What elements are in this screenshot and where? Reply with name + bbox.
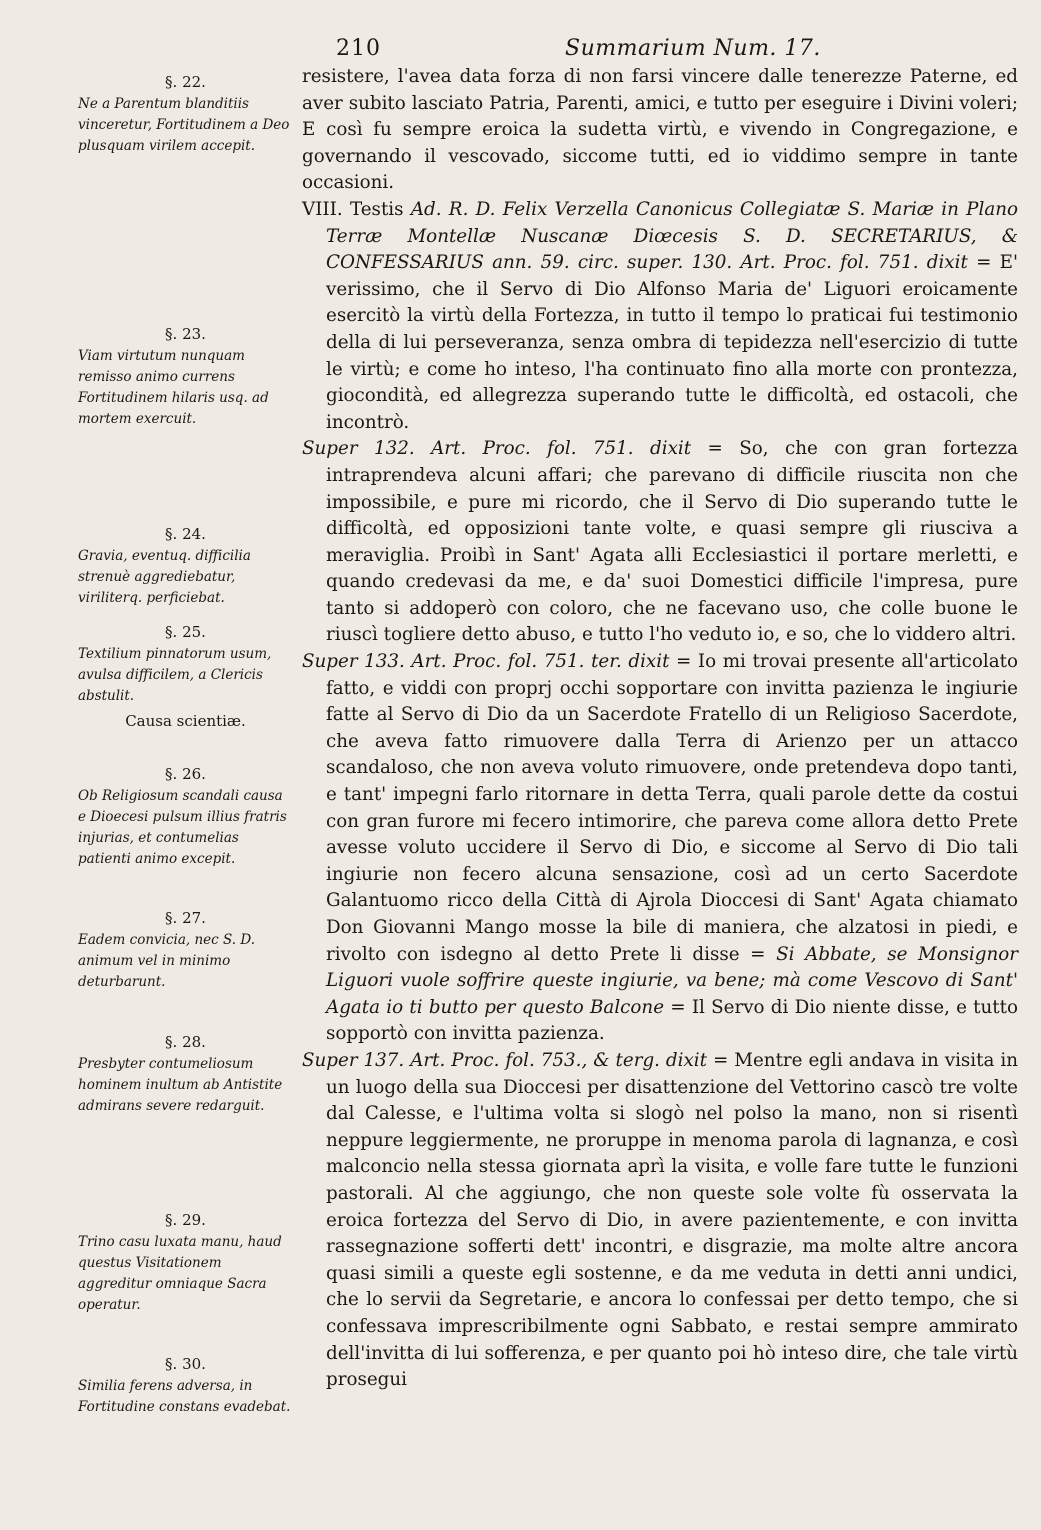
margin-note <box>78 1352 293 1418</box>
margin-note-section: §. 23. <box>165 325 206 343</box>
margin-note-text: Eadem convicia, nec S. D. animum vel in minimo deturbarunt. <box>78 932 255 990</box>
margin-note-text: Presbyter contumeliosum hominem inultum ab Antistite admirans severe redarguit. <box>78 1056 283 1114</box>
paragraph-testis-viii <box>302 197 1018 436</box>
margin-note <box>78 1030 293 1117</box>
margin-note-section: §. 22. <box>165 73 206 91</box>
margin-note <box>78 322 293 430</box>
paragraph-text: = So, che con gran fortezza intraprendeva alcuni affari; che parevano di difficile riuscita non che impossibile, e pure mi ricordo, che il Servo di Dio superando tutte le difficoltà, ed opposizioni tante volte, e quasi sempre gli riusciva a meraviglia. Proibì in Sant' Agata alli Ecclesiastici il portare merletti, e quando credevasi da me, e da' suoi Domestici difficile l'impresa, pure tanto si addoperò con coloro, che ne facevano uso, che colle buone le riuscì togliere detto abuso, e tutto l'ho veduto io, e so, che lo viddero altri. <box>326 438 1018 646</box>
margin-note <box>78 762 293 870</box>
margin-note-section: §. 27. <box>165 909 206 927</box>
main-text <box>302 64 1018 1394</box>
margin-note <box>78 620 293 707</box>
margin-note-section: §. 28. <box>165 1033 206 1051</box>
margin-note-section: §. 26. <box>165 765 206 783</box>
margin-note-text: Gravia, eventuq. difficilia strenuè aggrediebatur, viriliterq. perficiebat. <box>78 548 251 606</box>
margin-note-text: Ob Religiosum scandali causa e Dioecesi pulsum illius fratris injurias, et contumelias patienti animo excepit. <box>78 788 287 867</box>
article-reference: Super 137. Art. Proc. fol. 753., & terg. dixit <box>302 1049 707 1071</box>
quoted-speech: Si Abbate, se Monsignor Liguori vuole soffrire queste ingiurie, va bene; mà come Vescovo di Sant' Agata io ti butto per questo Balcone <box>326 943 1018 1018</box>
margin-note-section: §. 30. <box>165 1355 206 1373</box>
margin-note-section: §. 24. <box>165 525 206 543</box>
margin-note <box>78 1208 293 1316</box>
article-reference: Super 132. Art. Proc. fol. 751. dixit <box>302 438 692 460</box>
paragraph-text: resistere, l'avea data forza di non farsi vincere dalle tenerezze Paterne, ed aver subito lasciato Patria, Parenti, amici, e tutto per eseguire i Divini voleri; E così fu sempre eroica la sudetta virtù, e vivendo in Congregazione, e governando il vescovado, siccome tutti, ed io viddimo sempre in tante occasioni. <box>302 66 1018 194</box>
paragraph-text: = E' verissimo, che il Servo di Dio Alfonso Maria de' Liguori eroicamente esercitò la virtù della Fortezza, in tutto il tempo lo praticai fui testimonio della di lui perseveranza, senza ombra di tepidezza nell'esercizio di tutte le virtù; e come ho inteso, l'ha continuato fino alla morte con prontezza, giocondità, ed allegrezza superando tutte le difficoltà, ed ostacoli, che incontrò. <box>326 252 1019 433</box>
paragraph-continuation <box>302 64 1018 197</box>
margin-note <box>78 906 293 993</box>
margin-note-text: Textilium pinnatorum usum, avulsa difficilem, a Clericis abstulit. <box>78 646 272 704</box>
article-reference: Super 133. Art. Proc. fol. 751. ter. dixit <box>302 651 670 673</box>
paragraph-text: = Io mi trovai presente all'articolato fatto, e viddi con proprj occhi sopportare con invitta pazienza le ingiurie fatte al Servo di Dio da un Sacerdote Fratello di un Religioso Sacerdote, che aveva fatto rimuovere dalla Terra di Arienzo per un attacco scandaloso, che non aveva voluto rimuovere, onde pretendeva dopo tanti, e tant' impegni farlo ritornare in detta Terra, quali parole dette da costui con gran furore mi fecero intimorire, che pareva come allora detto Prete avesse voluto uccidere il Servo di Dio, e siccome al Servo di Dio tali ingiurie non fecero alcuna sensazione, così ad un certo Sacerdote Galantuomo ricco della Città di Ajrola Dioccesi di Sant' Agata chiamato Don Giovanni Mango mosse la bile di maniera, che alzatosi in piedi, e rivolto con isdegno al detto Prete li disse = <box>326 651 1019 965</box>
margin-note-text: Viam virtutum nunquam remisso animo currens Fortitudinem hilaris usq. ad mortem exercuit. <box>78 348 269 427</box>
paragraph-super-133 <box>302 649 1018 1048</box>
margin-note-section: §. 25. <box>165 623 206 641</box>
witness-identity: Ad. R. D. Felix Verzella Canonicus Collegiatæ S. Mariæ in Plano Terræ Montellæ Nuscanæ Diœcesis S. D. SECRETARIUS, & CONFESSARIUS ann. 59. circ. super. 130. Art. Proc. fol. 751. dixit <box>326 198 1018 274</box>
running-head: Summarium Num. 17. <box>565 36 821 61</box>
witness-label: Testis <box>349 198 404 220</box>
paragraph-super-132 <box>302 436 1018 649</box>
paragraph-text: = Mentre egli andava in visita in un luogo della sua Dioccesi per disattenzione del Vettorino cascò tre volte dal Calesse, e l'ultima volta si slogò nel polso la mano, non si risentì neppure leggiermente, ne proruppe in menoma parola di lagnanza, e così malconcio nella stessa giornata aprì la visita, e volle fare tutte le funzioni pastorali. Al che aggiungo, che non queste sole volte fù osservata la eroica fortezza del Servo di Dio, in avere pazientemente, e con invitta rassegnazione sofferti dett' incontri, e disgrazie, ma molte altre ancora quasi simili a queste egli sostenne, e da me veduta in detti anni undici, che lo servii da Segretarie, e ancora lo confessai per detto tempo, che si confessava imprescribilmente ogni Sabbato, e restai sempre ammirato dell'invitta di lui sofferenza, e per quanto poi hò inteso dire, che tale virtù prosegui <box>326 1049 1018 1391</box>
margin-note-text: Similia ferens adversa, in Fortitudine constans evadebat. <box>78 1378 291 1415</box>
margin-note <box>78 70 293 157</box>
page-number: 210 <box>336 36 381 61</box>
paragraph-text: = Il Servo di Dio niente disse, e tutto sopportò con invitta pazienza. <box>326 996 1018 1045</box>
witness-number: VIII. <box>302 198 343 220</box>
margin-note-section: §. 29. <box>165 1211 206 1229</box>
causa-scientiae: Causa scientiæ. <box>125 712 246 730</box>
margin-note <box>78 522 293 609</box>
margin-note-text: Ne a Parentum blanditiis vinceretur, Fortitudinem a Deo plusquam virilem accepit. <box>78 96 290 154</box>
margin-note-text: Trino casu luxata manu, haud questus Visitationem aggreditur omniaque Sacra operatur. <box>78 1234 282 1313</box>
paragraph-super-137 <box>302 1048 1018 1394</box>
